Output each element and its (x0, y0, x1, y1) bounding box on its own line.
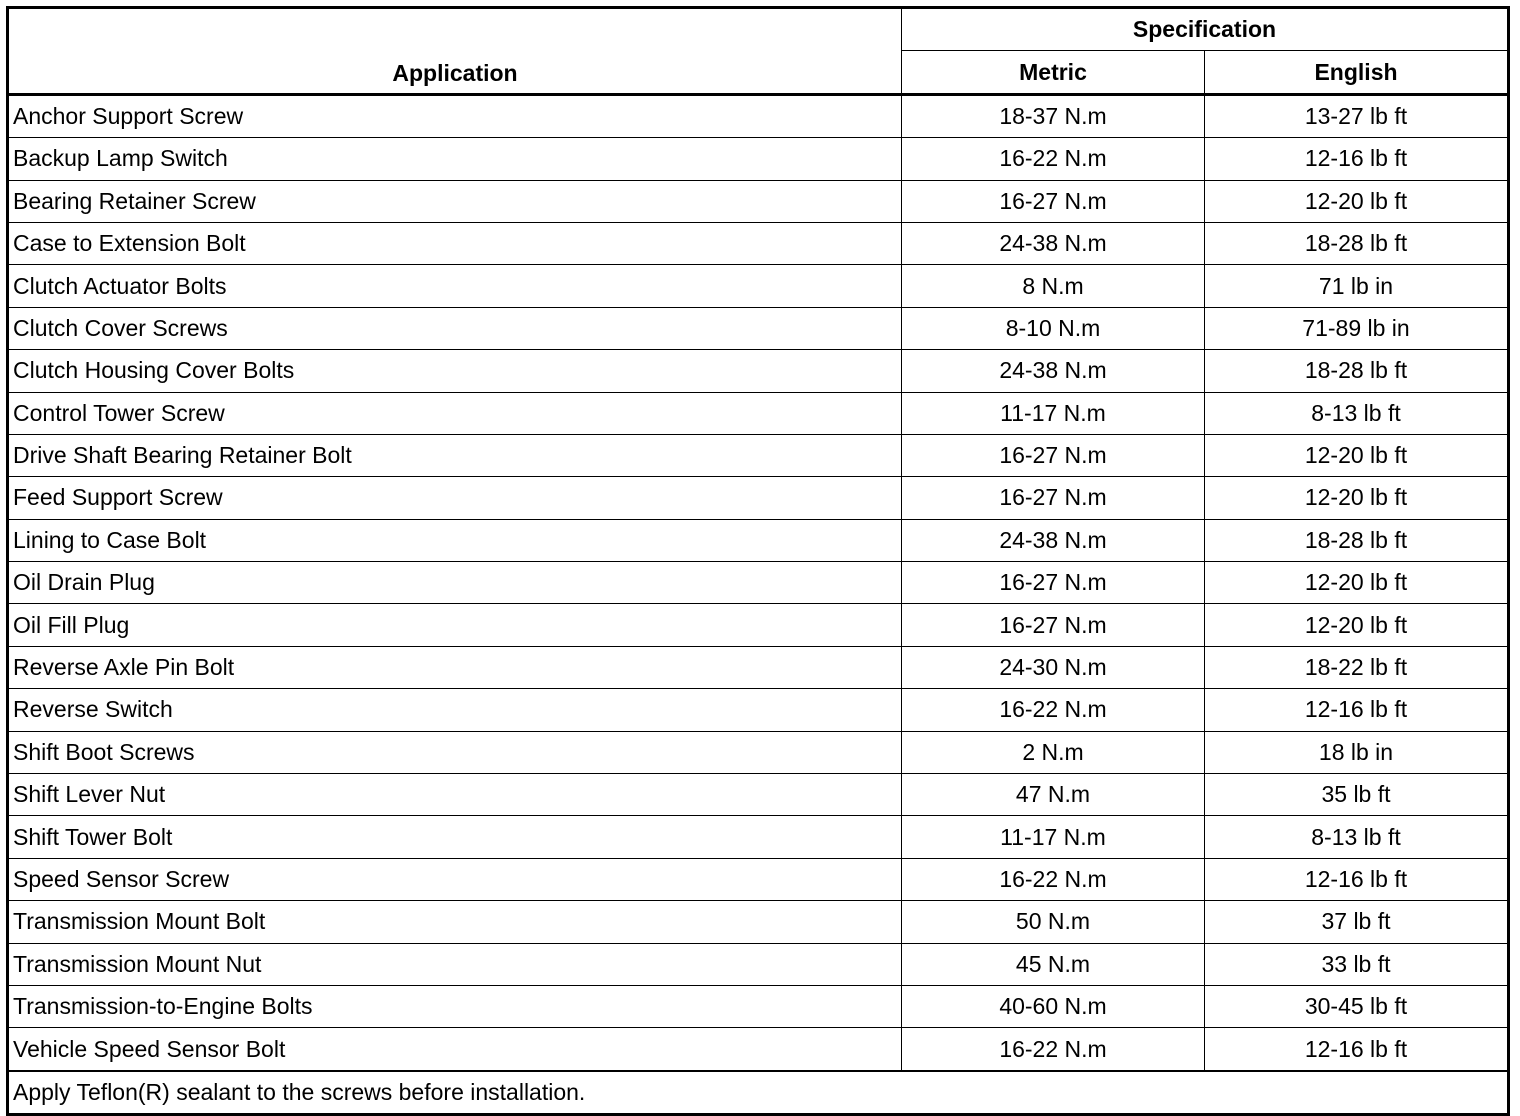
table-row (8, 222, 1509, 264)
application-cell: Shift Lever Nut (8, 774, 902, 816)
application-cell: Reverse Switch (8, 689, 902, 731)
application-cell: Vehicle Speed Sensor Bolt (8, 1028, 902, 1071)
metric-value-cell: 8 N.m (902, 265, 1205, 307)
english-value-cell: 8-13 lb ft (1205, 392, 1509, 434)
application-cell: Oil Fill Plug (8, 604, 902, 646)
table-row (8, 434, 1509, 476)
header-row-top (8, 8, 1509, 51)
application-cell: Shift Boot Screws (8, 731, 902, 773)
table-row (8, 985, 1509, 1027)
application-cell: Transmission Mount Bolt (8, 901, 902, 943)
table-row (8, 519, 1509, 561)
english-value-cell: 18-28 lb ft (1205, 222, 1509, 264)
english-value-cell: 30-45 lb ft (1205, 985, 1509, 1027)
english-value-cell: 12-16 lb ft (1205, 858, 1509, 900)
metric-value-cell: 50 N.m (902, 901, 1205, 943)
english-value-cell: 13-27 lb ft (1205, 94, 1509, 137)
specification-rows (8, 94, 1509, 1114)
english-value-cell: 12-16 lb ft (1205, 138, 1509, 180)
application-cell: Clutch Housing Cover Bolts (8, 350, 902, 392)
english-column-header: English (1205, 51, 1509, 94)
table-row (8, 477, 1509, 519)
application-cell: Clutch Cover Screws (8, 307, 902, 349)
application-column-header: Application (8, 8, 902, 95)
metric-value-cell: 24-38 N.m (902, 350, 1205, 392)
table-row (8, 689, 1509, 731)
english-value-cell: 18-28 lb ft (1205, 519, 1509, 561)
table-row (8, 94, 1509, 137)
application-cell: Oil Drain Plug (8, 562, 902, 604)
english-value-cell: 12-16 lb ft (1205, 689, 1509, 731)
metric-value-cell: 24-30 N.m (902, 646, 1205, 688)
application-cell: Transmission Mount Nut (8, 943, 902, 985)
application-cell: Feed Support Screw (8, 477, 902, 519)
english-value-cell: 18-22 lb ft (1205, 646, 1509, 688)
english-value-cell: 12-20 lb ft (1205, 434, 1509, 476)
english-value-cell: 37 lb ft (1205, 901, 1509, 943)
english-value-cell: 71-89 lb in (1205, 307, 1509, 349)
fastener-specification-table (6, 6, 1510, 1116)
metric-value-cell: 16-22 N.m (902, 138, 1205, 180)
english-value-cell: 12-20 lb ft (1205, 477, 1509, 519)
metric-value-cell: 45 N.m (902, 943, 1205, 985)
metric-value-cell: 16-27 N.m (902, 562, 1205, 604)
application-cell: Reverse Axle Pin Bolt (8, 646, 902, 688)
metric-value-cell: 16-22 N.m (902, 689, 1205, 731)
english-value-cell: 18-28 lb ft (1205, 350, 1509, 392)
application-cell: Shift Tower Bolt (8, 816, 902, 858)
table-row (8, 943, 1509, 985)
application-cell: Lining to Case Bolt (8, 519, 902, 561)
metric-value-cell: 11-17 N.m (902, 392, 1205, 434)
table-row (8, 138, 1509, 180)
application-cell: Anchor Support Screw (8, 94, 902, 137)
application-cell: Speed Sensor Screw (8, 858, 902, 900)
application-cell: Backup Lamp Switch (8, 138, 902, 180)
english-value-cell: 35 lb ft (1205, 774, 1509, 816)
metric-value-cell: 16-27 N.m (902, 477, 1205, 519)
metric-value-cell: 24-38 N.m (902, 222, 1205, 264)
application-cell: Case to Extension Bolt (8, 222, 902, 264)
table-row (8, 350, 1509, 392)
application-cell: Control Tower Screw (8, 392, 902, 434)
english-value-cell: 71 lb in (1205, 265, 1509, 307)
specification-group-header: Specification (902, 8, 1509, 51)
metric-value-cell: 16-27 N.m (902, 434, 1205, 476)
english-value-cell: 12-20 lb ft (1205, 604, 1509, 646)
table-row (8, 562, 1509, 604)
english-value-cell: 8-13 lb ft (1205, 816, 1509, 858)
table-row (8, 774, 1509, 816)
application-cell: Transmission-to-Engine Bolts (8, 985, 902, 1027)
metric-value-cell: 24-38 N.m (902, 519, 1205, 561)
metric-value-cell: 47 N.m (902, 774, 1205, 816)
metric-column-header: Metric (902, 51, 1205, 94)
table-row (8, 901, 1509, 943)
english-value-cell: 12-20 lb ft (1205, 562, 1509, 604)
application-cell: Bearing Retainer Screw (8, 180, 902, 222)
metric-value-cell: 16-22 N.m (902, 858, 1205, 900)
footnote-row (8, 1071, 1509, 1115)
table-row (8, 646, 1509, 688)
table-row (8, 307, 1509, 349)
table-row (8, 816, 1509, 858)
table-row (8, 265, 1509, 307)
english-value-cell: 18 lb in (1205, 731, 1509, 773)
table-row (8, 392, 1509, 434)
metric-value-cell: 40-60 N.m (902, 985, 1205, 1027)
table-row (8, 180, 1509, 222)
metric-value-cell: 16-27 N.m (902, 604, 1205, 646)
application-cell: Clutch Actuator Bolts (8, 265, 902, 307)
metric-value-cell: 16-22 N.m (902, 1028, 1205, 1071)
table-row (8, 1028, 1509, 1071)
metric-value-cell: 11-17 N.m (902, 816, 1205, 858)
english-value-cell: 12-16 lb ft (1205, 1028, 1509, 1071)
english-value-cell: 33 lb ft (1205, 943, 1509, 985)
metric-value-cell: 16-27 N.m (902, 180, 1205, 222)
table-row (8, 731, 1509, 773)
english-value-cell: 12-20 lb ft (1205, 180, 1509, 222)
application-cell: Drive Shaft Bearing Retainer Bolt (8, 434, 902, 476)
footnote: Apply Teflon(R) sealant to the screws before installation. (8, 1071, 1509, 1115)
metric-value-cell: 18-37 N.m (902, 94, 1205, 137)
metric-value-cell: 8-10 N.m (902, 307, 1205, 349)
metric-value-cell: 2 N.m (902, 731, 1205, 773)
table-row (8, 858, 1509, 900)
table-row (8, 604, 1509, 646)
